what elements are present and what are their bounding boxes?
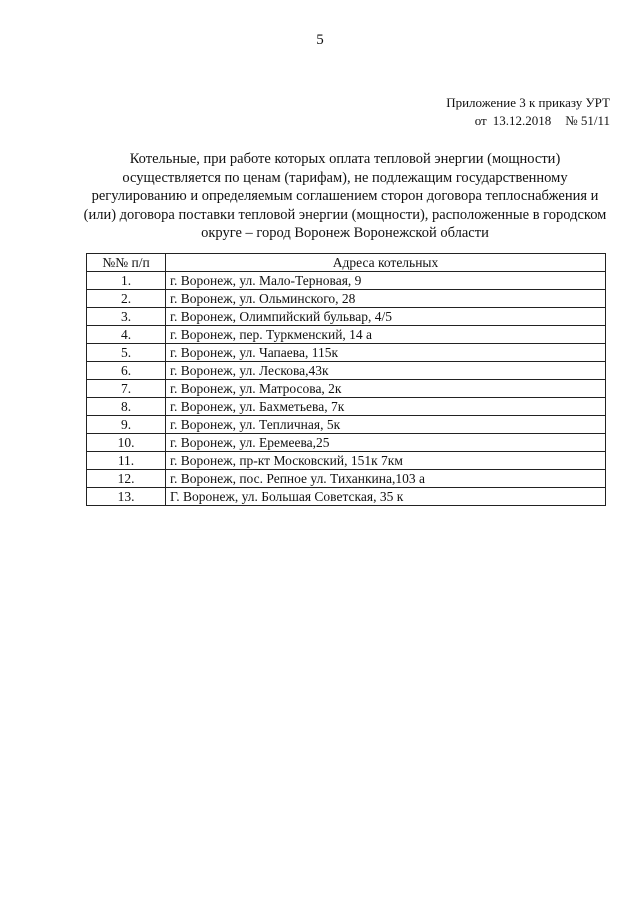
page-number: 5: [316, 32, 324, 48]
row-address: г. Воронеж, ул. Бахметьева, 7к: [166, 398, 606, 416]
table-row: [87, 398, 606, 416]
row-number: 9.: [87, 416, 166, 434]
table-row: [87, 452, 606, 470]
row-number: 6.: [87, 362, 166, 380]
row-address: г. Воронеж, пер. Туркменский, 14 а: [166, 326, 606, 344]
table-row: [87, 416, 606, 434]
row-number: 11.: [87, 452, 166, 470]
row-address: г. Воронеж, ул. Лескова,43к: [166, 362, 606, 380]
row-address: г. Воронеж, Олимпийский бульвар, 4/5: [166, 308, 606, 326]
row-address: г. Воронеж, пр-кт Московский, 151к 7км: [166, 452, 606, 470]
boiler-addresses-table: [86, 253, 606, 506]
appendix-prefix: от: [474, 113, 487, 128]
appendix-date-line: [446, 112, 610, 130]
header-address: Адреса котельных: [166, 254, 606, 272]
row-address: г. Воронеж, ул. Тепличная, 5к: [166, 416, 606, 434]
row-address: г. Воронеж, ул. Чапаева, 115к: [166, 344, 606, 362]
row-number: 7.: [87, 380, 166, 398]
row-address: г. Воронеж, ул. Матросова, 2к: [166, 380, 606, 398]
row-number: 8.: [87, 398, 166, 416]
table-row: [87, 290, 606, 308]
table-row: [87, 272, 606, 290]
row-number: 12.: [87, 470, 166, 488]
table-row: [87, 470, 606, 488]
table-row: [87, 308, 606, 326]
table-header-row: [87, 254, 606, 272]
row-number: 13.: [87, 488, 166, 506]
appendix-number: № 51/11: [565, 113, 610, 128]
row-address: г. Воронеж, ул. Мало-Терновая, 9: [166, 272, 606, 290]
table-row: [87, 344, 606, 362]
table-row: [87, 326, 606, 344]
table-row: [87, 380, 606, 398]
row-number: 3.: [87, 308, 166, 326]
row-number: 5.: [87, 344, 166, 362]
table-row: [87, 434, 606, 452]
document-title: Котельные, при работе которых оплата тепловой энергии (мощности) осуществляется по ценам (тарифам), не подлежащим государственному регулированию и определяемым соглашением сторон договора теплоснабжения и (или) договора поставки тепловой энергии (мощности), расположенные в городском округе – город Воронеж Воронежской области: [83, 151, 607, 242]
table-row: [87, 488, 606, 506]
row-address: г. Воронеж, ул. Ольминского, 28: [166, 290, 606, 308]
row-number: 4.: [87, 326, 166, 344]
appendix-line: Приложение 3 к приказу УРТ: [446, 95, 610, 110]
row-address: г. Воронеж, пос. Репное ул. Тиханкина,103 а: [166, 470, 606, 488]
table-row: [87, 362, 606, 380]
row-number: 10.: [87, 434, 166, 452]
header-number: №№ п/п: [87, 254, 166, 272]
appendix-reference: [446, 94, 610, 130]
row-address: г. Воронеж, ул. Еремеева,25: [166, 434, 606, 452]
row-address: Г. Воронеж, ул. Большая Советская, 35 к: [166, 488, 606, 506]
row-number: 1.: [87, 272, 166, 290]
row-number: 2.: [87, 290, 166, 308]
appendix-date: 13.12.2018: [492, 113, 552, 128]
